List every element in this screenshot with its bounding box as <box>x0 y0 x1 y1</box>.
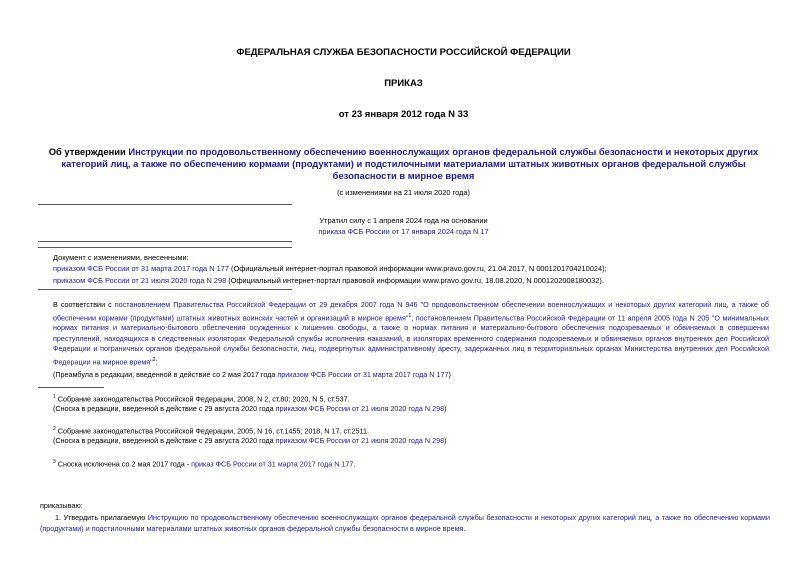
order-verb: приказываю: <box>40 501 83 510</box>
footnote-3: $^3$ Сноска исключена со 2 мая 2017 года - приказ ФСБ России от 31 марта 2017 года N 177. <box>53 459 356 469</box>
divider <box>38 289 292 290</box>
agency-heading: ФЕДЕРАЛЬНАЯ СЛУЖБА БЕЗОПАСНОСТИ РОССИЙСКОЙ ФЕДЕРАЦИИ <box>236 47 571 58</box>
amendment-note: (с изменениями на 21 июля 2020 года) <box>337 188 470 197</box>
change-link-2017[interactable]: приказом ФСБ России от 31 марта 2017 года N 177 <box>53 264 229 273</box>
doc-date-number: от 23 января 2012 года N 33 <box>338 109 469 120</box>
change-link-2020[interactable]: приказом ФСБ России от 21 июля 2020 года N 298 <box>53 276 227 285</box>
document-title <box>40 146 767 182</box>
preamble-link-205[interactable]: постановлением Правительства Российской Федерации от 11 апреля 2005 года N 205 "О минимальных нормах питания и материально-бытового обеспечения осужденных к лишению свободы, а также о нормах питания и материально-бытового обеспечения подозреваемых и обвиняемых в совершении преступлений, находящихся в следственных изоляторах Федеральной службы исполнения наказаний, в изоляторах временного содержания подозреваемых и обвиняемых органов внутренних дел Российской Федерации и пограничных органов федеральной службы безопасности, лиц, подвергнутых административному аресту, задержанных лиц в территориальных органах Министерства внутренних дел Российской Федерации на мирное время" <box>53 312 769 367</box>
footnote-2-link[interactable]: приказом ФСБ России от 21 июля 2020 года N 298 <box>275 436 445 445</box>
divider <box>38 241 292 242</box>
expired-link[interactable]: приказа ФСБ России от 17 января 2024 года N 17 <box>318 227 489 236</box>
order-instruction-link[interactable]: Инструкцию по продовольственному обеспечению военнослужащих органов федеральной службы безопасности и некоторых других категорий лиц, а также по обеспечению кормами (продуктами) и подстилочными материалами штатных животных органов федеральной службы безопасности в мирное время <box>40 513 770 533</box>
preamble-paragraph: В соответствии с постановлением Правительства Российской Федерации от 29 декабря 2007 года N 946 "О продовольственном обеспечении военнослужащих и некоторых других категорий лиц, а также об обеспечении кормами (продуктами) штатных животных воинских частей и организаций в мирное время"$^1$, постановлением Правительства Российской Федерации от 11 апреля 2005 года N 205 "О минимальных нормах питания и материально-бытового обеспечения осужденных к лишению свободы, а также о нормах питания и материально-бытового обеспечения подозреваемых и обвиняемых в совершении преступлений, находящихся в следственных изоляторах Федеральной службы исполнения наказаний, в изоляторах временного содержания подозреваемых и обвиняемых органов внутренних дел Российской Федерации и пограничных органов федеральной службы безопасности, лиц, подвергнутых административному аресту, задержанных лиц в территориальных органах Министерства внутренних дел Российской Федерации на мирное время"$^2$: <box>53 300 769 367</box>
title-prefix: Об утверждении <box>48 146 129 157</box>
divider <box>38 247 292 248</box>
changes-item-2: приказом ФСБ России от 21 июля 2020 года N 298 (Официальный интернет-портал правовой информации www.pravo.gov.ru, 18.08.2020, N 0001202008180032). <box>53 276 604 285</box>
footnote-1: $^1$ Собрание законодательства Российской Федерации, 2008, N 2, ст.80; 2020, N 5, ст.537. <box>53 394 350 404</box>
footnote-1-link[interactable]: приказом ФСБ России от 21 июля 2020 года N 298 <box>275 404 445 413</box>
preamble-link-946[interactable]: постановлением Правительства Российской Федерации от 29 декабря 2007 года N 946 "О продовольственном обеспечении военнослужащих и некоторых других категорий лиц, а также об обеспечении кормами (продуктами) штатных животных воинских частей и организаций в мирное время" <box>53 300 769 322</box>
changes-item-1: приказом ФСБ России от 31 марта 2017 года N 177 (Официальный интернет-портал правовой информации www.pravo.gov.ru, 21.04.2017, N 0001201704210024); <box>53 264 607 273</box>
changes-label: Документ с изменениями, внесенными: <box>53 253 189 262</box>
preamble-edit-note: (Преамбула в редакции, введенной в действие со 2 мая 2017 года приказом ФСБ России от 31 марта 2017 года N 177) <box>53 370 451 379</box>
title-instruction-link[interactable]: Инструкции по продовольственному обеспечению военнослужащих органов федеральной службы безопасности и некоторых других категорий лиц, а также по обеспечению кормами (продуктами) и подстилочными материалами штатных животных органов федеральной службы безопасности в мирное время <box>61 146 759 181</box>
order-item-1: 1. Утвердить прилагаемую Инструкцию по продовольственному обеспечению военнослужащих органов федеральной службы безопасности и некоторых других категорий лиц, а также по обеспечению кормами (продуктами) и подстилочными материалами штатных животных органов федеральной службы безопасности в мирное время. <box>40 513 770 533</box>
expired-line: Утратил силу с 1 апреля 2024 года на основании <box>319 216 488 225</box>
footnote-1-note: (Сноска в редакции, введенной в действие с 29 августа 2020 года приказом ФСБ России от 21 июля 2020 года N 298) <box>53 404 447 413</box>
footnote-3-link[interactable]: приказ ФСБ России от 31 марта 2017 года N 177 <box>191 459 354 469</box>
footnote-2-note: (Сноска в редакции, введенной в действие с 29 августа 2020 года приказом ФСБ России от 21 июля 2020 года N 298) <box>53 436 447 445</box>
divider <box>38 204 292 205</box>
doc-type-heading: ПРИКАЗ <box>384 78 423 89</box>
footnote-divider <box>38 387 104 388</box>
footnote-2: $^2$ Собрание законодательства Российской Федерации, 2005, N 16, ст.1455; 2018, N 17, ст.2511. <box>53 426 370 436</box>
preamble-note-link[interactable]: приказом ФСБ России от 31 марта 2017 года N 177 <box>277 370 449 379</box>
